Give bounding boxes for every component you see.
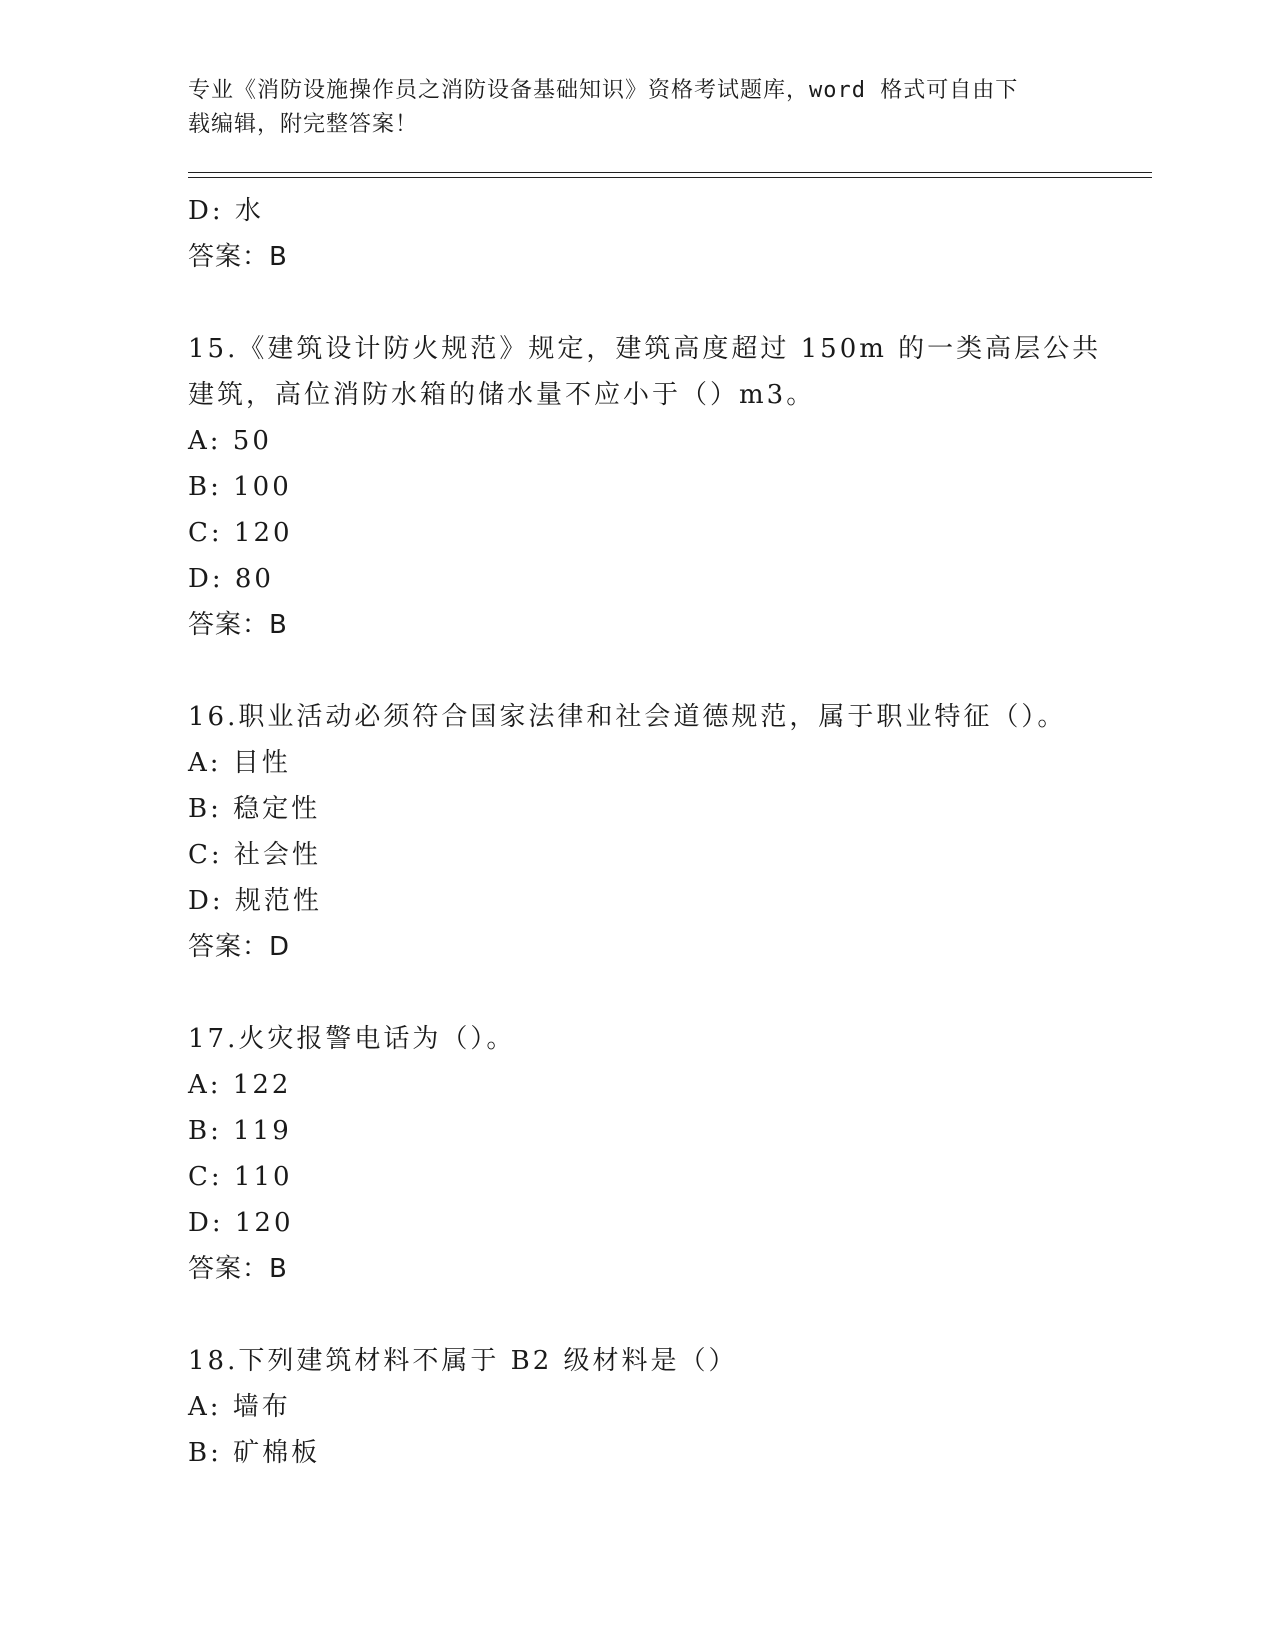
question-text-line-1: 16.职业活动必须符合国家法律和社会道德规范，属于职业特征（）。 [188, 702, 1067, 732]
header-line-2: 载编辑，附完整答案！ [188, 112, 419, 137]
option-a: A: 122 [188, 1070, 292, 1100]
option-b: B: 119 [188, 1116, 292, 1146]
option-a: A: 目性 [188, 748, 291, 778]
option-d: D: 水 [188, 196, 264, 226]
question-text-line-1: 17.火灾报警电话为（）。 [188, 1024, 516, 1054]
question-15 [188, 326, 1102, 648]
header-divider-top [188, 172, 1152, 173]
option-c: C: 110 [188, 1162, 293, 1192]
question-list [188, 188, 1102, 1476]
option-b: B: 矿棉板 [188, 1438, 321, 1468]
option-c: C: 120 [188, 518, 293, 548]
answer-line: 答案：B [188, 242, 288, 272]
question-17 [188, 1016, 1088, 1292]
answer-line: 答案：B [188, 1254, 288, 1284]
option-a: A: 50 [188, 426, 272, 456]
question-16 [188, 694, 1088, 970]
option-d: D: 规范性 [188, 886, 322, 916]
option-c: C: 社会性 [188, 840, 321, 870]
header-line-1: 专业《消防设施操作员之消防设备基础知识》资格考试题库，word 格式可自由下 [188, 78, 1019, 103]
option-a: A: 墙布 [188, 1392, 291, 1422]
option-d: D: 80 [188, 564, 274, 594]
answer-line: 答案：B [188, 610, 288, 640]
option-b: B: 稳定性 [188, 794, 321, 824]
option-d: D: 120 [188, 1208, 294, 1238]
question-text-line-1: 15.《建筑设计防火规范》规定，建筑高度超过 150m 的一类高层公共 [188, 334, 1102, 364]
header-divider-bottom [188, 177, 1152, 178]
question-text-line-1: 18.下列建筑材料不属于 B2 级材料是（） [188, 1346, 738, 1376]
document-header [188, 74, 1068, 142]
previous-question-tail [188, 188, 1088, 280]
option-b: B: 100 [188, 472, 292, 502]
answer-line: 答案：D [188, 932, 291, 962]
question-18 [188, 1338, 1088, 1476]
question-text-line-2: 建筑，高位消防水箱的储水量不应小于（）m3。 [188, 380, 816, 410]
